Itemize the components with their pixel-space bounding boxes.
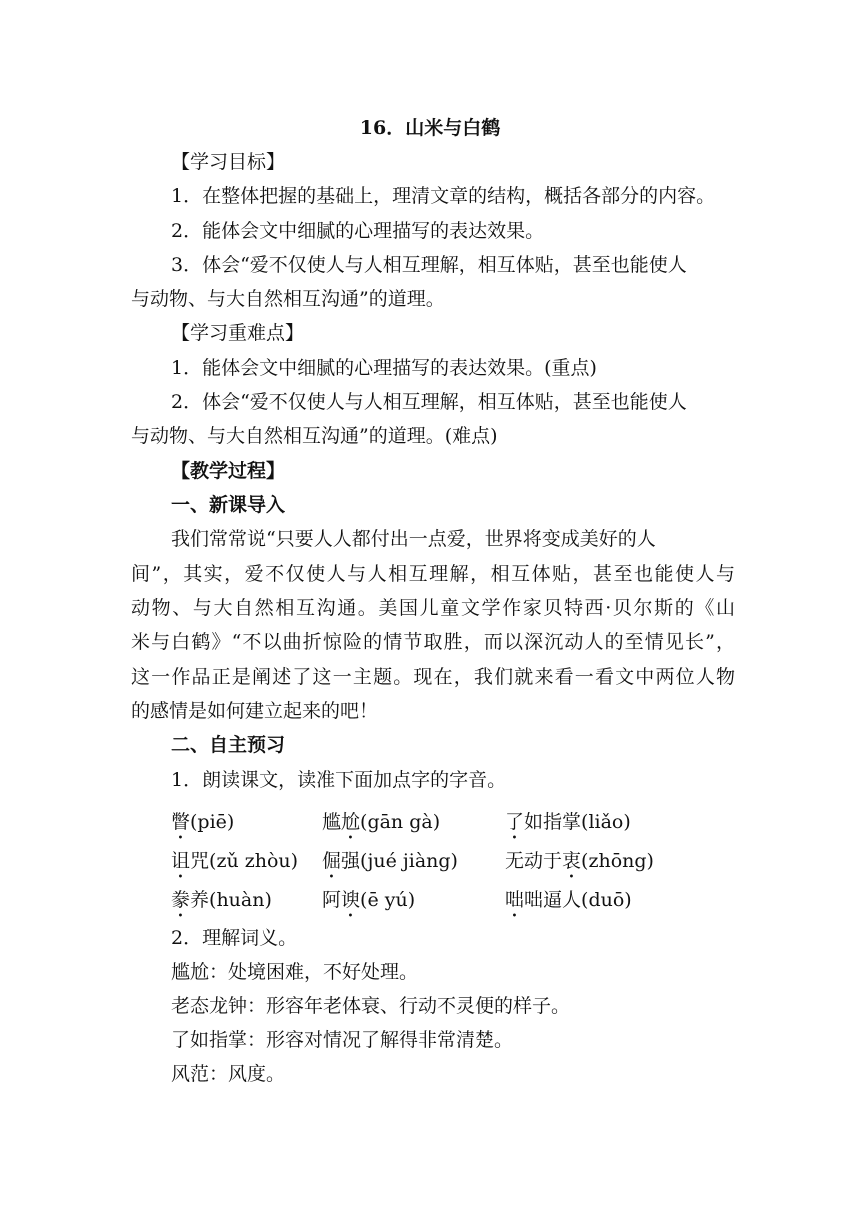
objective-2: 2．能体会文中细腻的心理描写的表达效果。 bbox=[171, 220, 545, 242]
objectives-heading: 【学习目标】 bbox=[171, 151, 286, 173]
keypoint-2-cont: 与动物、与大自然相互沟通”的道理。(难点) bbox=[131, 425, 498, 447]
pron-item: 尴尬(gān gà) bbox=[322, 811, 441, 833]
vocab-1: 尴尬：处境困难，不好处理。 bbox=[171, 961, 419, 983]
intro-line-6: 的感情是如何建立起来的吧！ bbox=[131, 700, 379, 722]
pron-item: 瞥(piē) bbox=[171, 811, 235, 833]
objective-3: 3．体会“爱不仅使人与人相互理解，相互体贴，甚至也能使人 bbox=[171, 254, 687, 276]
keypoint-2: 2．体会“爱不仅使人与人相互理解，相互体贴，甚至也能使人 bbox=[171, 391, 687, 413]
intro-line-2: 间”，其实，爱不仅使人与人相互理解，相互体贴，甚至也能使人与 bbox=[131, 563, 735, 585]
task-1: 1．朗读课文，读准下面加点字的字音。 bbox=[171, 769, 507, 791]
intro-line-4: 米与白鹤》“不以曲折惊险的情节取胜，而以深沉动人的至情见长”， bbox=[131, 631, 735, 653]
pron-item: 无动于衷(zhōng) bbox=[505, 850, 654, 872]
intro-line-3: 动物、与大自然相互沟通。美国儿童文学作家贝特西·贝尔斯的《山 bbox=[131, 597, 735, 619]
pron-item: 豢养(huàn) bbox=[171, 889, 272, 911]
document-title: 16．山米与白鹤 bbox=[359, 117, 501, 139]
keypoint-1: 1．能体会文中细腻的心理描写的表达效果。(重点) bbox=[171, 357, 597, 379]
pron-item: 咄咄逼人(duō) bbox=[505, 889, 632, 911]
vocab-2: 老态龙钟：形容年老体衰、行动不灵便的样子。 bbox=[171, 995, 571, 1017]
pron-item: 诅咒(zǔ zhòu) bbox=[171, 850, 299, 872]
keypoints-heading: 【学习重难点】 bbox=[171, 322, 305, 344]
section2-heading: 二、自主预习 bbox=[171, 734, 286, 756]
vocab-3: 了如指掌：形容对情况了解得非常清楚。 bbox=[171, 1029, 514, 1051]
pron-item: 阿谀(ē yú) bbox=[322, 889, 416, 911]
intro-line-1: 我们常常说“只要人人都付出一点爱，世界将变成美好的人 bbox=[171, 528, 656, 550]
task-2: 2．理解词义。 bbox=[171, 927, 298, 949]
intro-line-5: 这一作品正是阐述了这一主题。现在，我们就来看一看文中两位人物 bbox=[131, 666, 735, 688]
pron-item: 了如指掌(liǎo) bbox=[505, 811, 631, 833]
objective-3-cont: 与动物、与大自然相互沟通”的道理。 bbox=[131, 288, 445, 310]
process-heading: 【教学过程】 bbox=[171, 460, 286, 482]
pron-item: 倔强(jué jiàng) bbox=[322, 850, 458, 872]
objective-1: 1．在整体把握的基础上，理清文章的结构，概括各部分的内容。 bbox=[171, 185, 716, 207]
section1-heading: 一、新课导入 bbox=[171, 494, 286, 516]
vocab-4: 风范：风度。 bbox=[171, 1063, 286, 1085]
